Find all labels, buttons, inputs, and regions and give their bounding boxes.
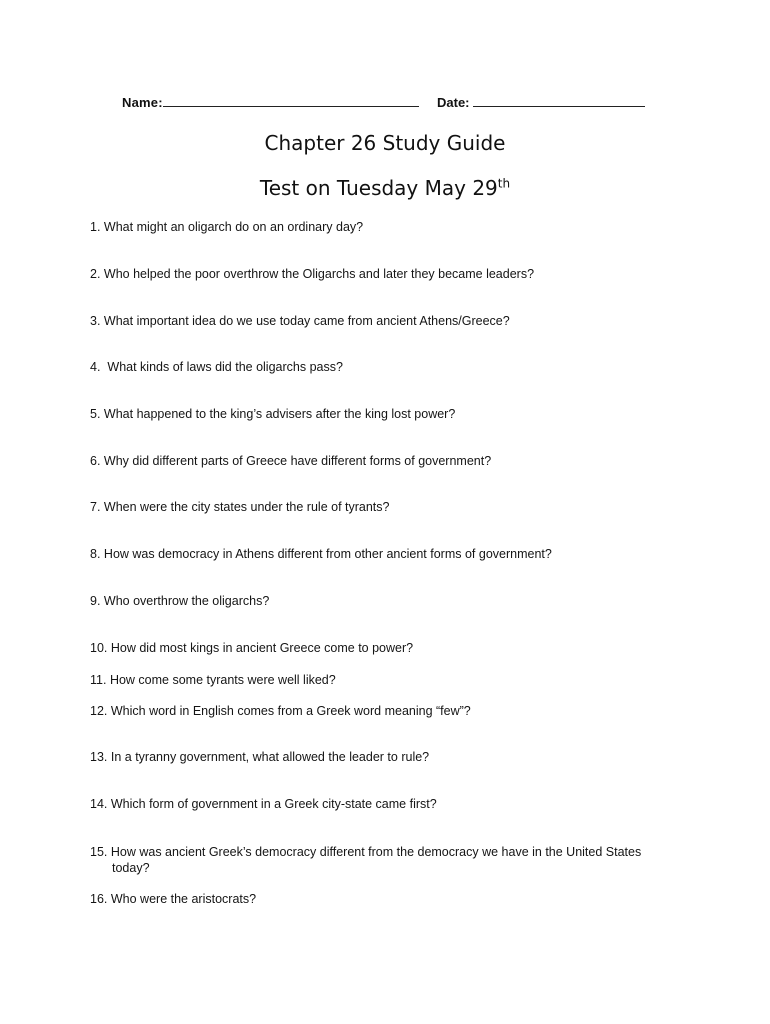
- question-15: [90, 844, 710, 876]
- question-number: 14.: [90, 797, 108, 811]
- question-text: What kinds of laws did the oligarchs pass?: [107, 360, 343, 374]
- question-text: What might an oligarch do on an ordinary day?: [103, 220, 364, 234]
- question-number: 8.: [90, 547, 101, 561]
- question-text: Which form of government in a Greek city-state came first?: [110, 797, 437, 811]
- question-text: How did most kings in ancient Greece come to power?: [110, 641, 414, 655]
- question-number: 6.: [90, 454, 101, 468]
- question-number: 12.: [90, 704, 108, 718]
- question-number: 2.: [90, 267, 101, 281]
- question-text: Why did different parts of Greece have different forms of government?: [103, 454, 492, 468]
- question-3: [90, 313, 710, 329]
- page-subtitle: [0, 176, 770, 200]
- question-5: [90, 406, 710, 422]
- question-10: [90, 640, 710, 656]
- question-text: Who overthrow the oligarchs?: [103, 594, 270, 608]
- question-number: 15.: [90, 845, 108, 859]
- question-text: How come some tyrants were well liked?: [109, 673, 336, 687]
- question-text: Who helped the poor overthrow the Oligarchs and later they became leaders?: [103, 267, 535, 281]
- question-text: Who were the aristocrats?: [110, 892, 257, 906]
- question-number: 9.: [90, 594, 101, 608]
- question-number: 4.: [90, 360, 101, 374]
- question-number: 1.: [90, 220, 101, 234]
- subtitle-text: Test on Tuesday May 29: [259, 176, 498, 200]
- question-16: [90, 891, 710, 907]
- question-text: In a tyranny government, what allowed the leader to rule?: [110, 750, 430, 764]
- question-text: What happened to the king’s advisers after the king lost power?: [103, 407, 456, 421]
- question-6: [90, 453, 710, 469]
- question-number: 13.: [90, 750, 108, 764]
- date-label: Date:: [437, 95, 474, 110]
- name-field[interactable]: [122, 94, 419, 110]
- question-13: [90, 749, 710, 765]
- question-number: 5.: [90, 407, 101, 421]
- question-number: 3.: [90, 314, 101, 328]
- question-text: How was democracy in Athens different from other ancient forms of government?: [103, 547, 552, 561]
- question-14: [90, 796, 710, 812]
- name-blank-line[interactable]: [163, 94, 419, 107]
- question-text: When were the city states under the rule of tyrants?: [103, 500, 390, 514]
- question-text: What important idea do we use today came from ancient Athens/Greece?: [103, 314, 510, 328]
- page-title: Chapter 26 Study Guide: [264, 131, 506, 155]
- question-text-continued: today?: [112, 861, 150, 875]
- question-text: Which word in English comes from a Greek word meaning “few”?: [110, 704, 471, 718]
- question-number: 7.: [90, 500, 101, 514]
- question-11: [90, 672, 710, 688]
- question-2: [90, 266, 710, 282]
- subtitle-superscript: th: [497, 176, 511, 191]
- question-number: 16.: [90, 892, 108, 906]
- date-field[interactable]: [437, 94, 645, 110]
- name-label: Name:: [122, 95, 163, 110]
- question-4: [90, 359, 710, 375]
- date-blank-line[interactable]: [473, 94, 645, 107]
- question-number: 11.: [90, 673, 107, 687]
- question-number: 10.: [90, 641, 108, 655]
- question-8: [90, 546, 710, 562]
- question-9: [90, 593, 710, 609]
- question-12: [90, 703, 710, 719]
- question-1: [90, 219, 710, 235]
- question-7: [90, 499, 710, 515]
- question-text: How was ancient Greek’s democracy different from the democracy we have in the United States: [110, 845, 642, 859]
